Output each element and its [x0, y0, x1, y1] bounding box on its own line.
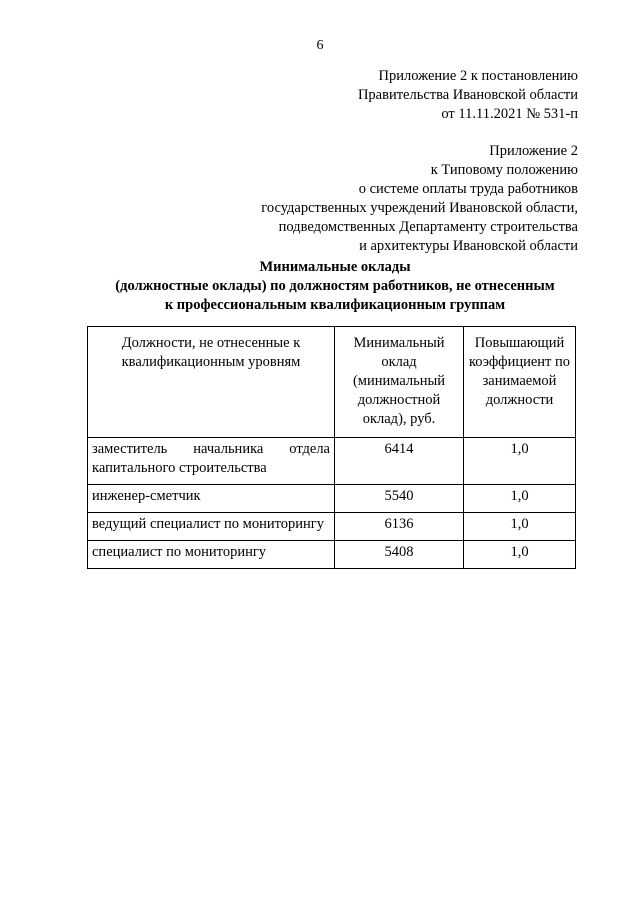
cell-coefficient: 1,0 [464, 513, 576, 541]
cell-position: инженер-сметчик [88, 485, 335, 513]
page-number: 6 [316, 38, 324, 53]
cell-salary: 6136 [335, 513, 464, 541]
table-row [88, 513, 576, 541]
cell-coefficient: 1,0 [464, 485, 576, 513]
appendix-model-block [261, 142, 578, 256]
table-row [88, 541, 576, 569]
cell-salary: 5540 [335, 485, 464, 513]
appendix-line: государственных учреждений Ивановской области, [261, 200, 578, 216]
table-row [88, 438, 576, 485]
appendix-resolution-block [358, 67, 578, 124]
document-title [60, 258, 610, 315]
appendix-line: Правительства Ивановской области [357, 87, 578, 103]
appendix-line: от 11.11.2021 № 531-п [441, 106, 578, 122]
table-header-row [88, 327, 576, 438]
cell-salary: 5408 [335, 541, 464, 569]
title-line: Минимальные оклады [259, 259, 411, 275]
cell-salary: 6414 [335, 438, 464, 485]
appendix-line: подведомственных Департаменту строительства [278, 219, 578, 235]
salary-table [87, 326, 576, 569]
appendix-line: и архитектуры Ивановской области [359, 238, 578, 254]
table-row [88, 485, 576, 513]
header-position: Должности, не отнесенные к квалификационным уровням [88, 327, 335, 438]
cell-position: специалист по мониторингу [88, 541, 335, 569]
header-salary: Минимальный оклад (минимальный должностной оклад), руб. [335, 327, 464, 438]
cell-coefficient: 1,0 [464, 438, 576, 485]
appendix-line: о системе оплаты труда работников [358, 181, 578, 197]
appendix-line: Приложение 2 [489, 143, 578, 159]
cell-coefficient: 1,0 [464, 541, 576, 569]
appendix-line: к Типовому положению [430, 162, 578, 178]
title-line: к профессиональным квалификационным группам [164, 297, 506, 313]
cell-position: ведущий специалист по мониторингу [88, 513, 335, 541]
title-line: (должностные оклады) по должностям работников, не отнесенным [115, 278, 555, 294]
appendix-line: Приложение 2 к постановлению [378, 68, 578, 84]
cell-position: заместитель начальника отдела капитального строительства [88, 438, 335, 485]
header-coefficient: Повышающий коэффициент по занимаемой должности [464, 327, 576, 438]
